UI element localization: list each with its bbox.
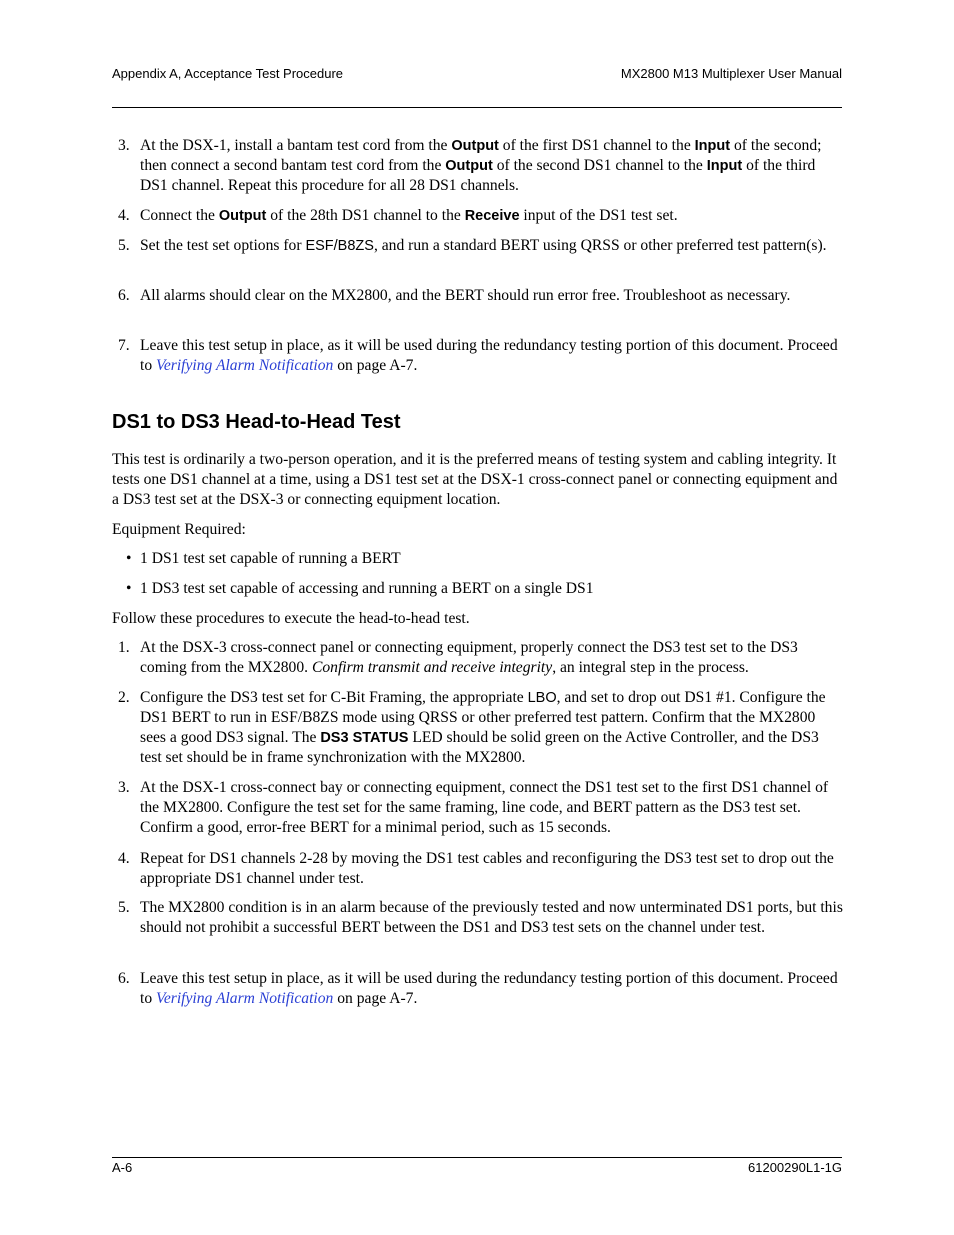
step-text: The MX2800 condition is in an alarm because of the previously tested and now unterminated DS1 ports, but this should not prohibit a successful BERT between the DS1 and DS3 test sets on the channel under test. xyxy=(140,899,843,936)
header-rule xyxy=(112,107,842,108)
item-number: 7. xyxy=(118,337,130,354)
item-text: Leave this test setup in place, as it will be used during the redundancy testing portion of this document. Proceed to Verifying Alarm Notification on page A-7. xyxy=(140,337,838,374)
document-number: 61200290L1-1G xyxy=(748,1160,842,1175)
step-text: Repeat for DS1 channels 2-28 by moving the DS1 test cables and reconfiguring the DS3 test set to drop out the appropriate DS1 channel under test. xyxy=(140,850,834,887)
verifying-alarm-link[interactable]: Verifying Alarm Notification xyxy=(156,357,334,374)
item-number: 5. xyxy=(118,237,130,254)
item-number: 6. xyxy=(118,287,130,304)
header-left: Appendix A, Acceptance Test Procedure xyxy=(112,66,344,81)
step-number: 3. xyxy=(118,779,130,796)
item-text: Set the test set options for ESF/B8ZS, and run a standard BERT using QRSS or other preferred test pattern(s). xyxy=(140,237,827,254)
item-text: At the DSX-1, install a bantam test cord from the Output of the first DS1 channel to the Input of the second; then connect a second bantam test cord from the Output of the second DS1 channel to the Input of the third DS1 channel. Repeat this procedure for all 28 DS1 channels. xyxy=(140,137,822,194)
step-number: 2. xyxy=(118,689,130,706)
follow-paragraph: Follow these procedures to execute the head-to-head test. xyxy=(112,610,470,627)
item-number: 3. xyxy=(118,137,130,154)
step-text: Configure the DS3 test set for C-Bit Framing, the appropriate LBO, and set to drop out DS1 #1. Configure the DS1 BERT to run in ESF/B8ZS mode using QRSS or other preferred test pattern. Confirm that the MX2800 sees a good DS3 signal. The DS3 STATUS LED should be solid green on the Active Controller, and the DS3 test set should be in frame synchronization with the MX2800. xyxy=(140,689,826,766)
section-title: DS1 to DS3 Head-to-Head Test xyxy=(112,411,401,433)
bullet-text: 1 DS1 test set capable of running a BERT xyxy=(140,550,401,567)
step-number: 1. xyxy=(118,639,130,656)
page-number: A-6 xyxy=(112,1160,133,1175)
header-right: MX2800 M13 Multiplexer User Manual xyxy=(620,66,842,81)
bullet-mark: • xyxy=(126,580,132,597)
step-text: At the DSX-1 cross-connect bay or connecting equipment, connect the DS1 test set to the first DS1 channel of the MX2800. Configure the test set for the same framing, line code, and BERT pattern as the DS3 test set. Confirm a good, error-free BERT for a minimal period, such as 15 seconds. xyxy=(140,779,829,836)
bullet-text: 1 DS3 test set capable of accessing and running a BERT on a single DS1 xyxy=(140,580,594,597)
intro-paragraph: This test is ordinarily a two-person operation, and it is the preferred means of testing system and cabling integrity. It tests one DS1 channel at a time, using a DS1 test set at the DSX-1 cross-connect panel or connecting equipment and a DS3 test set at the DSX-3 or connecting equipment location. xyxy=(112,451,838,508)
verifying-alarm-link[interactable]: Verifying Alarm Notification xyxy=(156,990,334,1007)
step-number: 5. xyxy=(118,899,130,916)
page-footer xyxy=(112,1160,842,1175)
item-number: 4. xyxy=(118,207,130,224)
step-text: Leave this test setup in place, as it will be used during the redundancy testing portion of this document. Proceed to Verifying Alarm Notification on page A-7. xyxy=(140,970,838,1007)
step-text: At the DSX-3 cross-connect panel or connecting equipment, properly connect the DS3 test set to the DS3 coming from the MX2800. Confirm transmit and receive integrity, an integral step in the process. xyxy=(140,639,798,676)
item-text: All alarms should clear on the MX2800, and the BERT should run error free. Troubleshoot as necessary. xyxy=(140,287,791,304)
step-number: 6. xyxy=(118,970,130,987)
step-number: 4. xyxy=(118,850,130,867)
footer-rule xyxy=(112,1157,842,1158)
bullet-mark: • xyxy=(126,550,132,567)
equipment-label: Equipment Required: xyxy=(112,521,246,538)
item-text: Connect the Output of the 28th DS1 channel to the Receive input of the DS1 test set. xyxy=(140,207,678,224)
page-header xyxy=(112,66,842,81)
